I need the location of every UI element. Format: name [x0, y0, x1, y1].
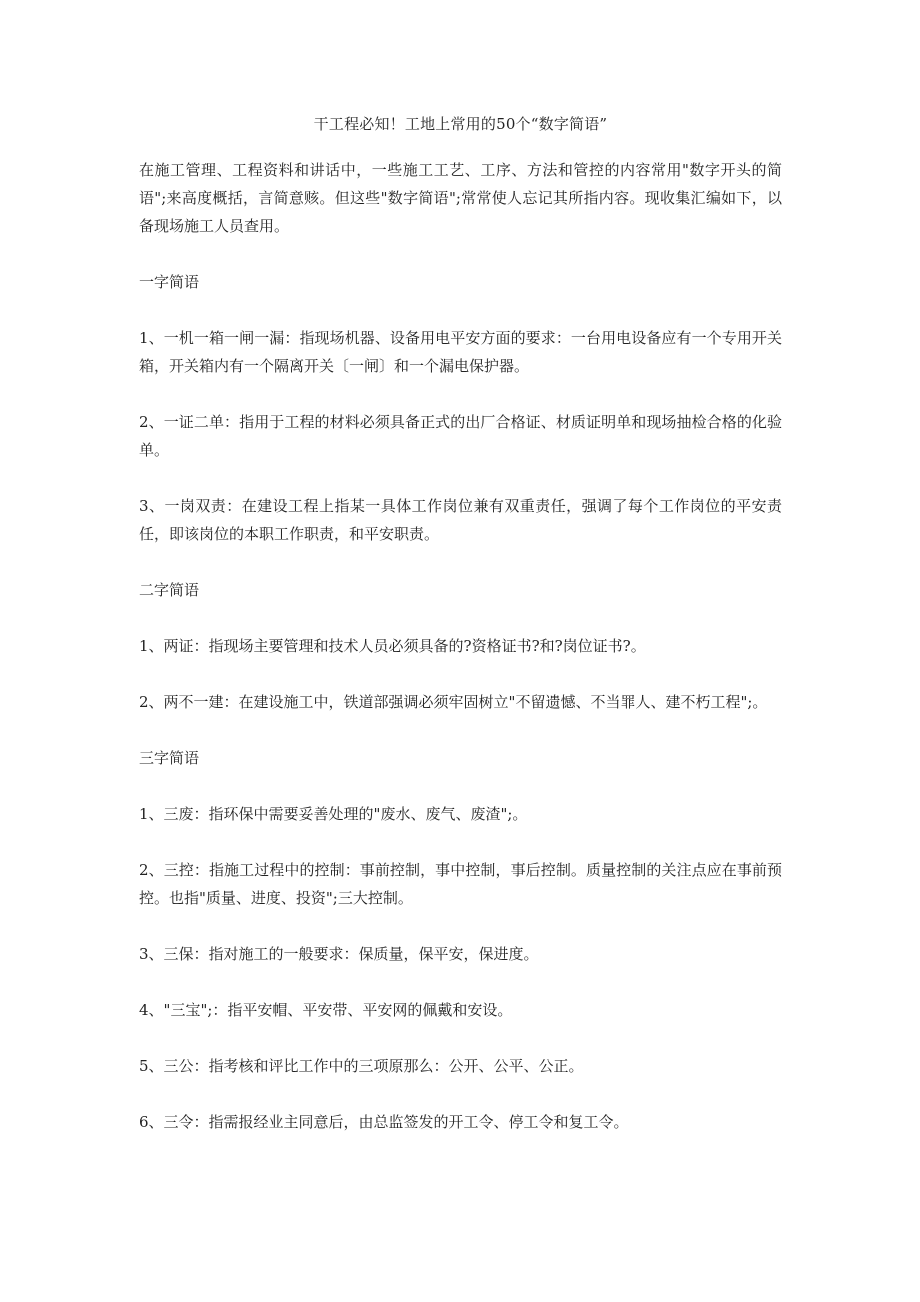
spacer: [139, 772, 782, 800]
spacer: [139, 1024, 782, 1052]
spacer: [139, 828, 782, 856]
document-title: 干工程必知！工地上常用的50个“数字简语”: [313, 115, 608, 133]
list-item: 4、"三宝";：指平安帽、平安带、平安网的佩戴和安设。: [139, 1001, 513, 1019]
spacer: [139, 240, 782, 268]
spacer: [139, 464, 782, 492]
list-item: 1、一机一箱一闸一漏：指现场机器、设备用电平安方面的要求：一台用电设备应有一个专用开关箱，开关箱内有一个隔离开关〔一闸〕和一个漏电保护器。: [139, 329, 782, 375]
spacer: [139, 548, 782, 576]
section-heading-one: 一字简语: [139, 273, 200, 291]
list-item: 3、一岗双责：在建设工程上指某一具体工作岗位兼有双重责任，强调了每个工作岗位的平安责任，即该岗位的本职工作职责，和平安职责。: [139, 497, 782, 543]
list-item: 1、三废：指环保中需要妥善处理的"废水、废气、废渣";。: [139, 805, 528, 823]
spacer: [139, 968, 782, 996]
list-item: 5、三公：指考核和评比工作中的三项原那么：公开、公平、公正。: [139, 1057, 584, 1075]
list-item: 3、三保：指对施工的一般要求：保质量，保平安，保进度。: [139, 945, 539, 963]
spacer: [139, 912, 782, 940]
intro-paragraph: 在施工管理、工程资料和讲话中，一些施工工艺、工序、方法和管控的内容常用"数字开头的简语";来高度概括，言简意赅。但这些"数字简语";常常使人忘记其所指内容。现收集汇编如下，以备现场施工人员查用。: [139, 161, 782, 235]
list-item: 2、一证二单：指用于工程的材料必须具备正式的出厂合格证、材质证明单和现场抽检合格的化验单。: [139, 413, 782, 459]
spacer: [139, 380, 782, 408]
spacer: [139, 716, 782, 744]
spacer: [139, 660, 782, 688]
spacer: [139, 604, 782, 632]
list-item: 2、两不一建：在建设施工中，铁道部强调必须牢固树立"不留遗憾、不当罪人、建不朽工程";。: [139, 693, 768, 711]
section-heading-three: 三字简语: [139, 749, 200, 767]
spacer: [139, 1080, 782, 1108]
spacer: [139, 296, 782, 324]
list-item: 1、两证：指现场主要管理和技术人员必须具备的?资格证书?和?岗位证书?。: [139, 637, 646, 655]
document-page: [139, 113, 782, 1136]
section-heading-two: 二字简语: [139, 581, 200, 599]
list-item: 2、三控：指施工过程中的控制：事前控制，事中控制，事后控制。质量控制的关注点应在事前预控。也指"质量、进度、投资";三大控制。: [139, 861, 782, 907]
list-item: 6、三令：指需报经业主同意后，由总监签发的开工令、停工令和复工令。: [139, 1113, 629, 1131]
